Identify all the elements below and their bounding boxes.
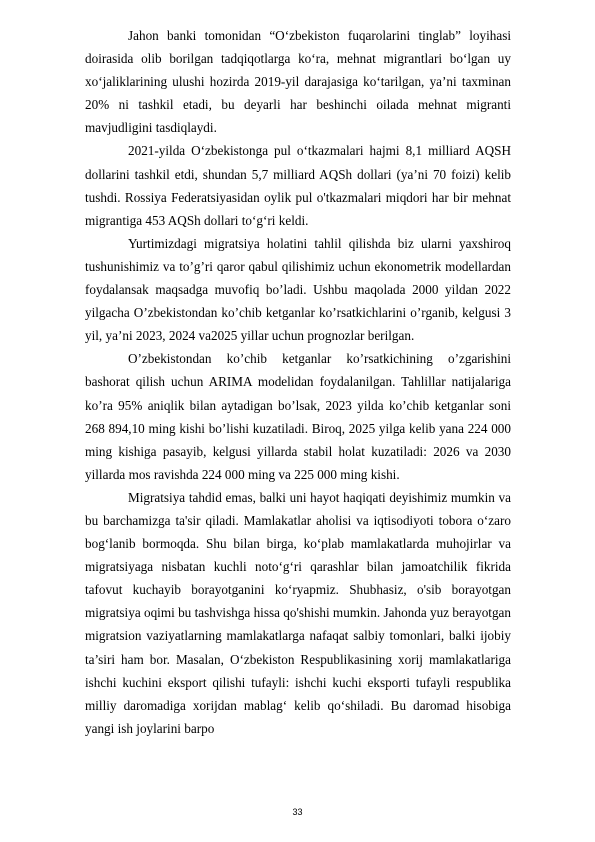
page-number: 33 [292, 807, 303, 817]
paragraph-econometric-models: Yurtimizdagi migratsiya holatini tahlil qilishda biz ularni yaxshiroq tushunishimiz va to’g’ri qaror qabul qilishimiz uchun ekonometrik modellardan foydalansak maqsadga muvofiq bo’ladi. Ushbu maqolada 2000 yildan 2022 yilgacha O’zbekistondan ko’chib ketganlar ko’rsatkichlarini o’rganib, kelgusi 3 yil, ya’ni 2023, 2024 va2025 yillar uchun prognozlar berilgan. [85, 235, 511, 344]
paragraph-world-bank-survey: Jahon banki tomonidan “O‘zbekiston fuqarolarini tinglab” loyihasi doirasida olib borilgan tadqiqotlarga ko‘ra, mehnat migrantlari bo‘lgan uy xo‘jaliklarining ulushi hozirda 2019-yil darajasiga ko‘tarilgan, ya’ni taxminan 20% ni tashkil etadi, bu deyarli har beshinchi oilada mehnat migranti mavjudligini tasdiqlaydi. [85, 28, 511, 136]
paragraph-arima-forecast: O’zbekistondan ko’chib ketganlar ko’rsatkichining o’zgarishini bashorat qilish uchun ARIMA modelidan foydalanilgan. Tahlillar natijalariga ko’ra 95% aniqlik bilan aytadigan bo’lsak, 2023 yilda ko’chib ketganlar soni 268 894,10 ming kishi bo’lishi kuzatiladi. Biroq, 2025 yilga kelib yana 224 000 ming kishiga pasayib, kelgusi yillarda stabil holat kuzatiladi: 2026 va 2030 yillarda mos ravishda 224 000 ming va 225 000 ming kishi. [85, 351, 511, 482]
body-text [85, 24, 511, 740]
paragraph-migration-impact: Migratsiya tahdid emas, balki uni hayot haqiqati deyishimiz mumkin va bu barchamizga ta'sir qiladi. Mamlakatlar aholisi va iqtisodiyoti tobora o‘zaro bog‘lanib bormoqda. Shu bilan birga, ko‘plab mamlakatlarda muhojirlar va migratsiyaga nisbatan kuchli noto‘g‘ri qarashlar bilan jamoatchilik fikrida tafovut kuchayib borayotganini ko‘ryapmiz. Shubhasiz, o'sib borayotgan migratsiya oqimi bu tashvishga hissa qo'shishi mumkin. Jahonda yuz berayotgan migratsion vaziyatlarning mamlakatlarga nafaqat salbiy tomonlari, balki ijobiy ta’siri ham bor. Masalan, O‘zbekiston Respublikasining xorij mamlakatlariga ishchi kuchini eksport qilishi tufayli: ishchi kuchi eksporti tufayli respublika milliy daromadiga xorijdan mablag‘ kelib qo‘shiladi. Bu daromad hisobiga yangi ish joylarini barpo [85, 489, 511, 736]
paragraph-remittances-2021: 2021-yilda O‘zbekistonga pul o‘tkazmalari hajmi 8,1 milliard AQSH dollarini tashkil etdi, shundan 5,7 milliard AQSh dollari (ya’ni 70 foizi) kelib tushdi. Rossiya Federatsiyasidan oylik pul o'tkazmalari miqdori har bir mehnat migrantiga 453 AQSh dollari to‘g‘ri keldi. [85, 143, 511, 228]
